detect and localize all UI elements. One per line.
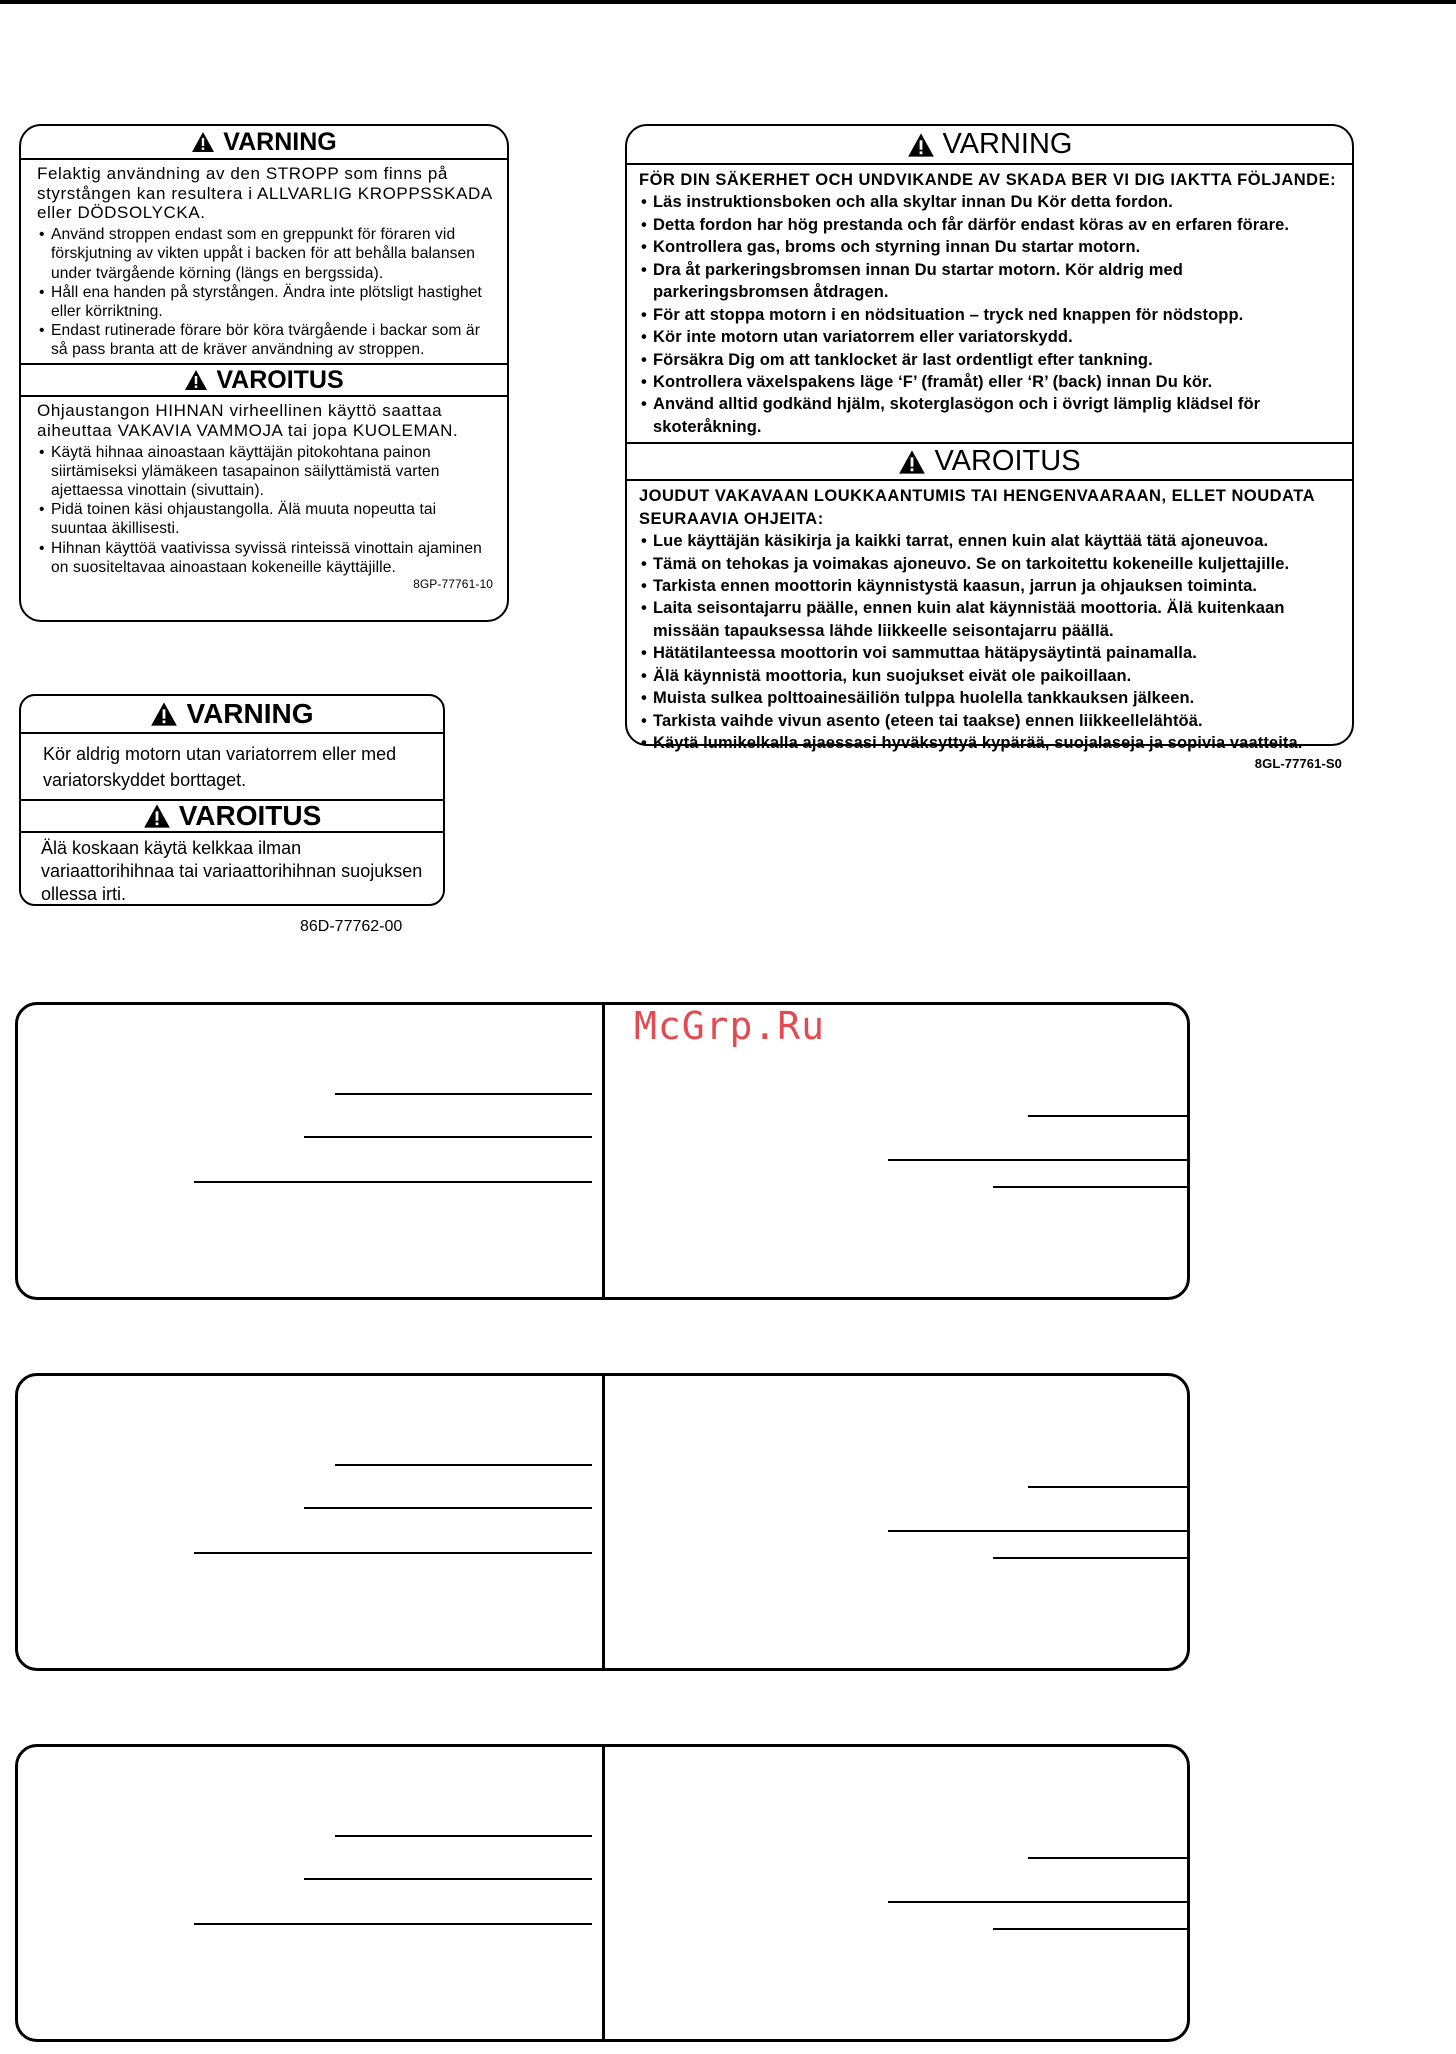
strap-warning-label — [19, 124, 509, 622]
varning-list — [37, 225, 493, 359]
form-divider — [602, 1005, 605, 1297]
list-item: • Försäkra Dig om att tanklocket är last ordentligt efter tankning. — [639, 349, 1342, 371]
varoitus-lead: JOUDUT VAKAVAAN LOUKKAANTUMIS TAI HENGENVAARAAN, ELLET NOUDATA SEURAAVIA OHJEITA: — [639, 487, 1315, 528]
form-line — [993, 1928, 1188, 1930]
list-item: • Dra åt parkeringsbromsen innan Du startar motorn. Kör aldrig med parkeringsbromsen åtdragen. — [639, 259, 1342, 304]
varning-title: VARNING — [942, 128, 1073, 160]
varoitus-header — [21, 799, 443, 833]
varoitus-header — [627, 442, 1352, 481]
warning-triangle-icon — [143, 803, 171, 829]
varning-body — [627, 165, 1352, 442]
form-line — [304, 1136, 592, 1138]
list-item: • Detta fordon har hög prestanda och får därför endast köras av en erfaren förare. — [639, 214, 1342, 236]
list-item: • Tarkista ennen moottorin käynnistystä kaasun, jarrun ja ohjauksen toiminta. — [639, 575, 1342, 597]
list-item: • Använd stroppen endast som en greppunkt för föraren vid förskjutning av vikten uppåt i backen för att behålla balansen under tvärgående körning (längs en bergssida). — [37, 225, 493, 283]
list-item: • Kontrollera gas, broms och styrning innan Du startar motorn. — [639, 236, 1342, 258]
varning-header — [21, 126, 507, 160]
form-line — [888, 1159, 1188, 1161]
blank-form-1 — [15, 1002, 1190, 1300]
list-item: • Kör inte motorn utan variatorrem eller variatorskydd. — [639, 326, 1342, 348]
form-line — [304, 1878, 592, 1880]
varning-list — [639, 191, 1342, 438]
list-item: • Hätätilanteessa moottorin voi sammuttaa hätäpysäytintä painamalla. — [639, 642, 1342, 664]
varning-lead: Felaktig användning av den STROPP som finns på styrstången kan resultera i ALLVARLIG KROPPSSKADA eller DÖDSOLYCKA. — [37, 164, 492, 223]
list-item: • Käytä hihnaa ainoastaan käyttäjän pitokohtana painon siirtämiseksi ylämäkeen tasapainon säilyttämistä varten ajettaessa vinottain (sivuttain). — [37, 443, 493, 501]
varoitus-header — [21, 363, 507, 397]
label-code: 86D-77762-00 — [300, 918, 403, 935]
varoitus-lead: Ohjaustangon HIHNAN virheellinen käyttö saattaa aiheuttaa VAKAVIA VAMMOJA tai jopa KUOLEMAN. — [37, 401, 459, 441]
form-line — [335, 1464, 592, 1466]
list-item: • Tämä on tehokas ja voimakas ajoneuvo. Se on tarkoitettu kokeneille kuljettajille. — [639, 553, 1342, 575]
label-code: 8GP-77761-10 — [413, 577, 493, 591]
list-item: • Laita seisontajarru päälle, ennen kuin alat käynnistää moottoria. Älä kuitenkaan missään tapauksessa lähde liikkeelle seisontajarru päällä. — [639, 597, 1342, 642]
form-line — [194, 1923, 592, 1925]
list-item: • Muista sulkea polttoainesäiliön tulppa huolella tankkauksen jälkeen. — [639, 687, 1342, 709]
varning-text: Kör aldrig motorn utan variatorrem eller med variatorskyddet borttaget. — [43, 744, 397, 791]
blank-form-2 — [15, 1373, 1190, 1671]
form-line — [888, 1901, 1188, 1903]
form-line — [1028, 1115, 1188, 1117]
warning-triangle-icon — [898, 449, 926, 475]
warning-triangle-icon — [150, 701, 178, 727]
blank-form-3 — [15, 1744, 1190, 2042]
list-item: • Hihnan käyttöä vaativissa syvissä rinteissä vinottain ajaminen on suositeltavaa ainoastaan kokeneille käyttäjille. — [37, 539, 493, 577]
form-line — [335, 1093, 592, 1095]
list-item: • Älä käynnistä moottoria, kun suojukset eivät ole paikoillaan. — [639, 665, 1342, 687]
varning-title: VARNING — [186, 698, 314, 729]
list-item: • Använd alltid godkänd hjälm, skoterglasögon och i övrigt lämplig klädsel för skoteråkning. — [639, 393, 1342, 438]
varning-lead: FÖR DIN SÄKERHET OCH UNDVIKANDE AV SKADA BER VI DIG IAKTTA FÖLJANDE: — [639, 171, 1337, 189]
varoitus-text: Älä koskaan käytä kelkkaa ilman variaattorihihnaa tai variaattorihihnan suojuksen ollessa irti. — [41, 838, 423, 905]
varning-title: VARNING — [223, 127, 337, 156]
list-item: • Tarkista vaihde vivun asento (eteen tai taakse) ennen liikkeellelähtöä. — [639, 710, 1342, 732]
safety-instructions-label — [625, 124, 1354, 771]
varoitus-list — [639, 530, 1342, 754]
form-line — [993, 1557, 1188, 1559]
varoitus-body — [21, 397, 507, 595]
form-line — [304, 1507, 592, 1509]
warning-triangle-icon — [191, 131, 215, 153]
varoitus-list — [37, 443, 493, 577]
list-item: • Käytä lumikelkalla ajaessasi hyväksyttyä kypärää, suojalaseja ja sopivia vaatteita. — [639, 732, 1342, 754]
form-line — [194, 1552, 592, 1554]
form-divider — [602, 1747, 605, 2039]
warning-triangle-icon — [907, 132, 935, 158]
form-line — [1028, 1857, 1188, 1859]
form-line — [194, 1181, 592, 1183]
form-line — [335, 1835, 592, 1837]
watermark: McGrp.Ru — [634, 1004, 826, 1048]
list-item: • Endast rutinerade förare bör köra tvärgående i backar som är så pass branta att de kräver användning av stroppen. — [37, 321, 493, 359]
varning-body — [21, 160, 507, 363]
form-line — [1028, 1486, 1188, 1488]
form-divider — [602, 1376, 605, 1668]
varoitus-title: VAROITUS — [178, 800, 322, 832]
varning-header — [627, 126, 1352, 165]
list-item: • Lue käyttäjän käsikirja ja kaikki tarrat, ennen kuin alat käyttää tätä ajoneuvoa. — [639, 530, 1342, 552]
list-item: • Håll ena handen på styrstången. Ändra inte plötsligt hastighet eller körriktning. — [37, 283, 493, 321]
varoitus-body — [627, 481, 1352, 776]
form-line — [888, 1530, 1188, 1532]
top-rule — [0, 0, 1456, 4]
list-item: • Pidä toinen käsi ohjaustangolla. Älä muuta nopeutta tai suuntaa äkillisesti. — [37, 500, 493, 538]
varoitus-title: VAROITUS — [934, 445, 1081, 478]
list-item: • För att stoppa motorn i en nödsituation – tryck ned knappen för nödstopp. — [639, 304, 1342, 326]
varoitus-title: VAROITUS — [216, 365, 344, 394]
list-item: • Läs instruktionsboken och alla skyltar innan Du Kör detta fordon. — [639, 191, 1342, 213]
form-line — [993, 1186, 1188, 1188]
list-item: • Kontrollera växelspakens läge ‘F’ (framåt) eller ‘R’ (back) innan Du kör. — [639, 371, 1342, 393]
variator-warning-label — [19, 694, 445, 906]
label-code: 8GL-77761-S0 — [1254, 755, 1342, 771]
varning-header — [21, 696, 443, 734]
warning-triangle-icon — [184, 369, 208, 391]
